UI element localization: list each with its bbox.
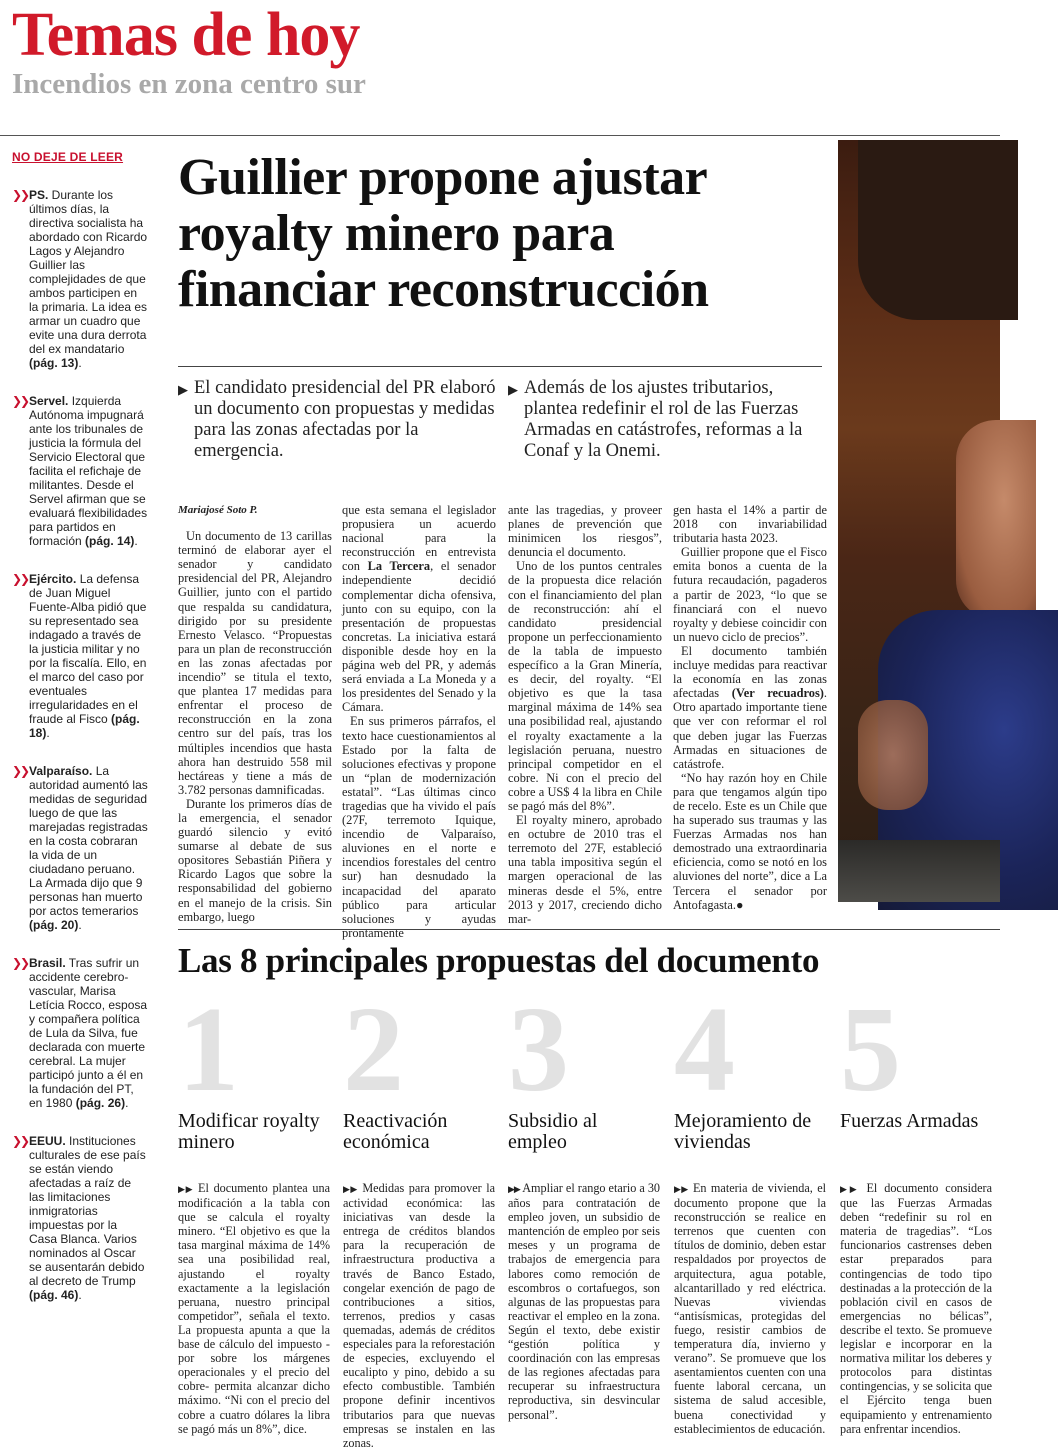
double-triangle-icon: ▶▶ — [674, 1184, 689, 1194]
proposal-text: ▶▶ Ampliar el rango etario a 30 años para contratación de empleo joven, un subsidio de mantención de empleo por seis meses y un programa de trabajos de emergencia para labores como remoción de escombros o cortafuegos, son algunas de las propuestas para reactivar el empleo en la zona. Según el texto, debe existir “gestión política y coordinación con las empresas de las regiones afectadas para recuperar su infraestructura reproductiva, sin desvincular personal”. — [508, 1181, 661, 1422]
proposal-number: 5 — [840, 982, 901, 1117]
proposal-title: Reactivación económica — [343, 1110, 448, 1153]
article-column-3 — [508, 503, 662, 926]
top-divider — [0, 135, 1000, 136]
deck-top-divider — [178, 366, 822, 367]
double-chevron-icon: ❯❯ — [12, 764, 29, 778]
double-chevron-icon: ❯❯ — [12, 1134, 29, 1148]
byline: Mariajosé Soto P. — [178, 504, 258, 516]
triangle-bullet-icon: ▶ — [508, 382, 518, 397]
section-divider — [178, 929, 1000, 930]
page-reference[interactable]: (pág. 20) — [29, 918, 79, 932]
double-triangle-icon: ▶▶ — [508, 1184, 520, 1194]
section-subtitle: Incendios en zona centro sur — [12, 68, 366, 100]
proposal-3 — [508, 982, 661, 1422]
article-column-1 — [178, 503, 332, 924]
double-chevron-icon: ❯❯ — [12, 394, 29, 408]
triangle-bullet-icon: ▶ — [178, 382, 188, 397]
proposal-text: ▶▶ En materia de vivienda, el documento propone que la reconstrucción se realice en terrenos que cuenten con títulos de dominio, deben estar respaldados por proyectos de arquitectura, agua potable, alcantarillado y red eléctrica. Nuevas viviendas “antisísmicas, protegidas del fuego, resistir cambios de temperatura día, invierno y verano”. Se promueve que los asentamientos cuenten con una fuente laboral cercana, un sistema de salud accesible, buena conectividad y establecimientos de educación. — [674, 1181, 827, 1436]
article-paragraph: El documento también incluye medidas para reactivar la economía en las zonas afectadas (Ver recuadros). Otro apartado importante tiene que ver con reformar el rol que deben jugar las Fuerzas Armadas en situaciones de catástrofe. — [673, 643, 827, 771]
section-title-temas-de-hoy: Temas de hoy — [12, 1, 360, 69]
candidate-photo — [838, 140, 1000, 902]
double-chevron-icon: ❯❯ — [12, 572, 29, 586]
page-reference[interactable]: (pág. 14) — [85, 534, 135, 548]
deck-summary-2: ▶ Además de los ajustes tributarios, plantea redefinir el rol de las Fuerzas Armadas en catástrofes, reformas a la Conaf y la Onemi. — [508, 378, 803, 461]
article-column-2 — [342, 503, 496, 940]
article-paragraph: ante las tragedias, y proveer planes de prevención que minimicen los riesgos”, denuncia el documento. — [508, 503, 662, 560]
double-triangle-icon: ▶▶ — [343, 1184, 358, 1194]
proposals-section-title: Las 8 principales propuestas del documento — [178, 941, 820, 980]
double-chevron-icon: ❯❯ — [12, 956, 29, 970]
article-paragraph: Guillier propone que el Fisco emita bonos a cuenta de la futura recaudación, pagaderos a partir de 2023, “lo que se financiará con el nuevo royalty y debiese coincidir con un nuevo ciclo de precios”. — [673, 545, 827, 644]
sidebar-item[interactable]: ❯❯ Valparaíso. La autoridad aumentó las medidas de seguridad luego de que las marejadas registradas en la costa cobraran la vida de un ciudadano peruano. La Armada dijo que 9 personas han muerto por actos temerarios (pág. 20). — [12, 764, 148, 932]
proposal-title: Mejoramiento de viviendas — [674, 1110, 812, 1153]
page-reference[interactable]: (pág. 13) — [29, 356, 79, 370]
article-column-4 — [673, 503, 827, 912]
sidebar-item[interactable]: ❯❯ Ejército. La defensa de Juan Miguel Fuente-Alba pidió que su representado sea indagado a través de la justicia militar y no por la fiscalía. Ello, en el marco del caso por eventuales irregularidades en el fraude al Fisco (pág. 18). — [12, 572, 147, 740]
proposal-2 — [343, 982, 495, 1450]
article-paragraph: Un documento de 13 carillas terminó de elaborar ayer el senador y candidato presidencial del PR, Alejandro Guillier, junto con el partido que respalda su candidatura, dirigido por su presidente Ernesto Velasco. “Propuestas para un plan de reconstrucción en las zonas afectadas por incendio” se titula el texto, que plantea 17 medidas para enfrentar el proceso de reconstrucción en la zona centro sur del país, tras los múltiples incendios que hasta ahora han destruido 558 mil hectáreas y tiene a más de 3.782 personas damnificadas. — [178, 529, 332, 797]
proposal-number: 1 — [178, 982, 239, 1117]
masthead — [12, 1, 992, 100]
sidebar-item[interactable]: ❯❯ PS. Durante los últimos días, la directiva socialista ha abordado con Ricardo Lagos y Alejandro Guillier las complejidades de que ambos participen en la primaria. La idea es armar un cuadro que evite una dura derrota del ex mandatario (pág. 13). — [12, 188, 148, 370]
proposal-1 — [178, 982, 330, 1436]
proposal-number: 2 — [343, 982, 404, 1117]
article-paragraph: “No hay razón hoy en Chile para que tengamos algún tipo de recelo. Este es un Chile que ha superado sus traumas y las Fuerzas Armadas nos han demostrado una extraordinaria eficiencia, como se notó en los aluviones del norte”, dice a La Tercera el senador por Antofagasta.● — [673, 770, 827, 912]
article-paragraph: El royalty minero, aprobado en octubre de 2010 tras el terremoto del 27F, estableció una tabla impositiva según el margen operacional de las mineras desde el 5%, entre 2013 y 2017, creciendo dicho mar- — [508, 813, 662, 926]
page-reference[interactable]: (pág. 26) — [75, 1096, 126, 1110]
proposal-text: ▶▶ El documento considera que las Fuerzas Armadas deben “redefinir su rol en materia de tragedias”. “Los funcionarios castrenses deben estar preparados para contingencias de todo tipo destinadas a la protección de la población civil en casos de emergencias no bélicas”, describe el texto. Se promueve legislar e incorporar en la normativa militar los deberes y protocolos para distintas contingencias, y se solicita que el Ejército tenga buen equipamiento y entrenamiento para enfrentar incendios. — [840, 1181, 992, 1436]
proposal-title: Modificar royalty minero — [178, 1110, 320, 1153]
page-reference[interactable]: (pág. 18) — [29, 712, 140, 740]
article-paragraph: gen hasta el 14% a partir de 2018 con invariabilidad tributaria hasta 2023. — [673, 503, 827, 546]
sidebar-header[interactable]: NO DEJE DE LEER — [12, 150, 124, 164]
double-chevron-icon: ❯❯ — [12, 188, 29, 202]
proposal-title: Fuerzas Armadas — [840, 1110, 979, 1132]
proposal-number: 4 — [674, 982, 735, 1117]
deck-summary-1: ▶ El candidato presidencial del PR elaboró un documento con propuestas y medidas para las zonas afectadas por la emergencia. — [178, 378, 496, 461]
sidebar-item[interactable]: ❯❯ Brasil. Tras sufrir un accidente cerebro-vascular, Marisa Letícia Rocco, esposa y compañera política de Lula da Silva, fue declarada con muerte cerebral. La mujer participó junto a él en la fundación del PT, en 1980 (pág. 26). — [12, 956, 148, 1110]
page-reference[interactable]: (pág. 46) — [29, 1288, 79, 1302]
double-triangle-icon: ▶▶ — [178, 1184, 194, 1194]
proposal-text: ▶▶ Medidas para promover la actividad económica: las iniciativas van desde la entrega de créditos blandos para la recuperación de infraestructura productiva a través de Banco Estado, congelar exención de pago de contribuciones a sitios, terrenos, predios y casas quemadas, además de créditos especiales para la reforestación de especies, excluyendo el eucalipto y pino, debido a su efecto combustible. También propone definir incentivos tributarios para que nuevas empresas se instalen en las zonas. — [343, 1181, 495, 1450]
sidebar-item[interactable]: ❯❯ EEUU. Instituciones culturales de ese país se están viendo afectadas a raíz de las limitaciones inmigratorias impuestas por la Casa Blanca. Varios nominados al Oscar se ausentarán debido al decreto de Trump (pág. 46). — [12, 1134, 146, 1302]
article-paragraph: Durante los primeros días de la emergencia, el senador guardó silencio y evitó sumarse al debate de sus opositores Sebastián Piñera y Ricardo Lagos que sobre la responsabilidad del gobierno en el manejo de la crisis. Sin embargo, luego — [178, 796, 332, 924]
sidebar-no-deje-de-leer — [12, 150, 148, 1302]
proposal-text: ▶▶ El documento plantea una modificación a la tabla con que se calcula el royalty minero. “El objetivo es que la tasa marginal máxima de 14% sea una posibilidad real, ajustando el royalty exactamente a la legislación peruana, nuestro principal competidor”, señala el texto. La propuesta apunta a que la base de cálculo del impuesto -por sobre los márgenes operacionales y el precio del cobre- permita alcanzar dicho máximo. “Ni con el precio del cobre a cuatro dólares la libra se pagó más un 8%”, dice. — [178, 1181, 330, 1436]
article-paragraph: Uno de los puntos centrales de la propuesta dice relación con el financiamiento del plan de reconstrucción: ahí el candidato presidencial propone un perfeccionamiento de la tabla de impuesto específico a la Gran Minería, es decir, del royalty. “El objetivo es que la tasa marginal máxima de 14% sea una posibilidad real, ajustando el royalty exactamente a la legislación peruana, nuestro principal competidor en el cobre. Ni con el precio del cobre a US$ 4 la libra en Chile se pagó más del 8%”. — [508, 559, 662, 813]
article-paragraph: que esta semana el legislador propusiera un acuerdo nacional para la reconstrucción en entrevista con La Tercera, el senador independiente decidió complementar dicha ofensiva, junto con su equipo, con la presentación de propuestas concretas. La iniciativa estará disponible desde hoy en la página web del PR, y además será enviada a La Moneda y a los presidentes del Senado y la Cámara. — [342, 503, 496, 715]
proposal-4 — [674, 982, 827, 1436]
article-paragraph: En sus primeros párrafos, el texto hace cuestionamientos al Estado por la falta de soluciones efectivas y propone un “plan de modernización estatal”. “Las últimas cinco tragedias que ha vivido el país (27F, terremoto Iquique, incendio de Valparaíso, aluviones en el norte e incendios forestales del centro sur) han desnudado la incapacidad del aparato público para articular soluciones y ayudas prontamente — [342, 714, 496, 940]
proposal-5 — [840, 982, 992, 1436]
sidebar-item[interactable]: ❯❯ Servel. Izquierda Autónoma impugnará ante los tribunales de justicia la fórmula del Servicio Electoral que facilita el refichaje de militantes. Desde el Servel afirman que se evaluará flexibilidades para partidos en formación (pág. 14). — [12, 394, 148, 548]
article-headline: Guillier propone ajustar royalty minero para financiar reconstrucción — [178, 149, 709, 318]
proposal-title: Subsidio al empleo — [508, 1110, 598, 1153]
proposal-number: 3 — [508, 982, 569, 1117]
double-triangle-icon: ▶▶ — [840, 1184, 860, 1194]
see-boxes-reference[interactable]: (Ver recuadros) — [731, 686, 824, 701]
